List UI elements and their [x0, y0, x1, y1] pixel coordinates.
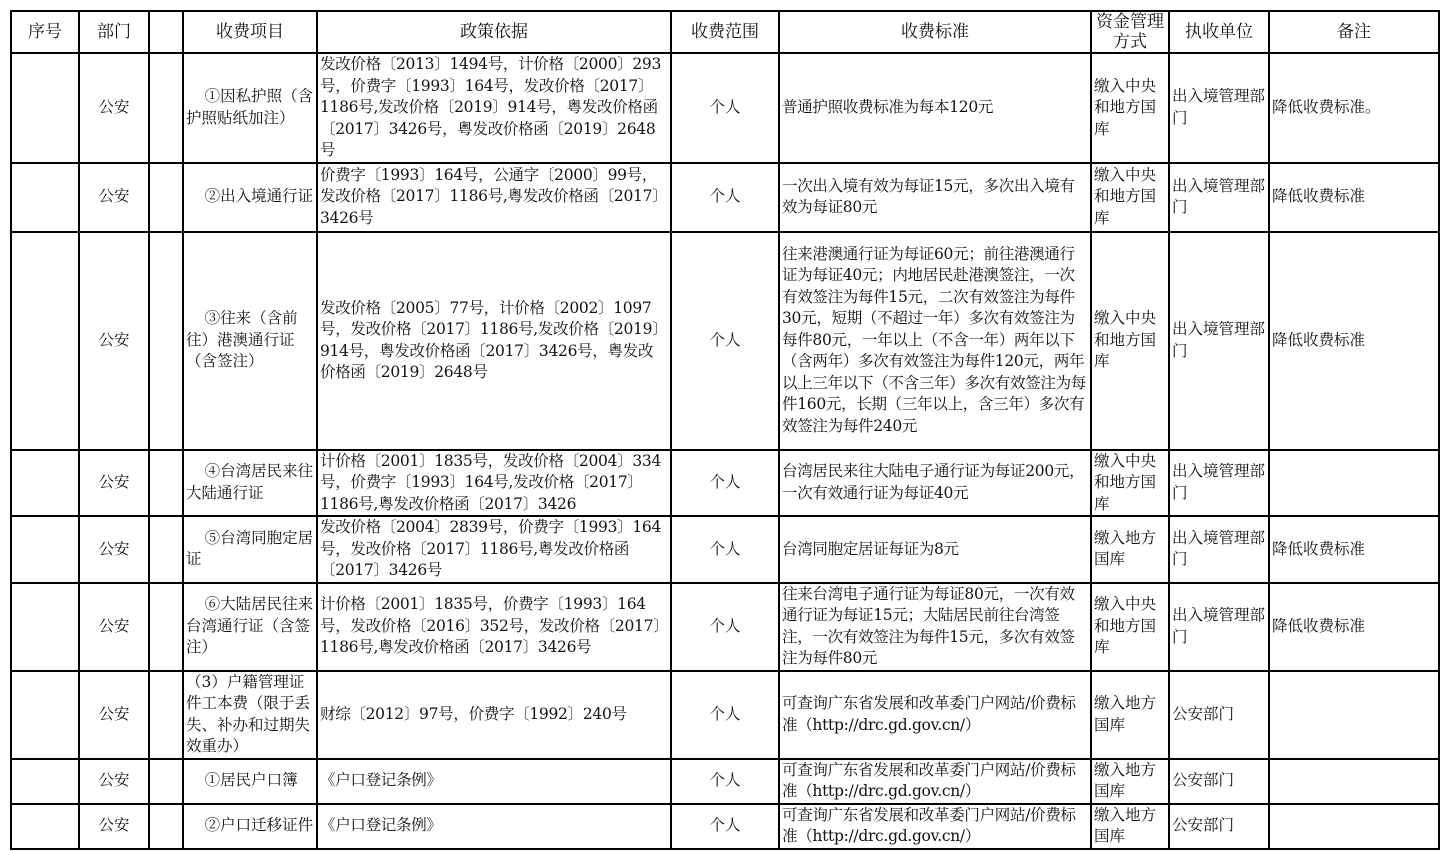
table-row: [11, 232, 1439, 450]
cell-blank: [149, 516, 183, 583]
cell-seq: [11, 804, 79, 849]
cell-collector: 出入境管理部门: [1169, 232, 1269, 450]
header-dept: 部门: [79, 11, 149, 53]
header-fund-mgmt: 资金管理方式: [1091, 11, 1169, 53]
cell-dept: 公安: [79, 450, 149, 517]
cell-remark: [1269, 804, 1439, 849]
header-collector: 执收单位: [1169, 11, 1269, 53]
cell-collector: 出入境管理部门: [1169, 516, 1269, 583]
cell-collector: 公安部门: [1169, 759, 1269, 804]
cell-remark: [1269, 671, 1439, 759]
cell-standard: 台湾居民来往大陆电子通行证为每证200元，一次有效通行证为每证40元: [779, 450, 1091, 517]
cell-item: ②户口迁移证件: [183, 804, 317, 849]
cell-dept: 公安: [79, 583, 149, 671]
cell-standard: 普通护照收费标准为每本120元: [779, 53, 1091, 163]
cell-remark: [1269, 450, 1439, 517]
cell-seq: [11, 232, 79, 450]
cell-seq: [11, 163, 79, 232]
cell-standard: 台湾同胞定居证每证为8元: [779, 516, 1091, 583]
cell-blank: [149, 163, 183, 232]
cell-seq: [11, 583, 79, 671]
cell-blank: [149, 804, 183, 849]
cell-fund-mgmt: 缴入地方国库: [1091, 759, 1169, 804]
cell-basis: 发改价格〔2013〕1494号，计价格〔2000〕293号，价费字〔1993〕164号，发改价格〔2017〕1186号,发改价格〔2019〕914号，粤发改价格函〔2017〕3426号，粤发改价格函〔2019〕2648号: [317, 53, 671, 163]
cell-basis: 发改价格〔2005〕77号，计价格〔2002〕1097号，发改价格〔2017〕1186号,发改价格〔2019〕914号，粤发改价格函〔2017〕3426号，粤发改价格函〔2019〕2648号: [317, 232, 671, 450]
cell-standard: 可查询广东省发展和改革委门户网站/价费标准（http://drc.gd.gov.cn/）: [779, 671, 1091, 759]
header-basis: 政策依据: [317, 11, 671, 53]
cell-fund-mgmt: 缴入中央和地方国库: [1091, 583, 1169, 671]
cell-seq: [11, 53, 79, 163]
cell-basis: 价费字〔1993〕164号，公通字〔2000〕99号，发改价格〔2017〕1186号,粤发改价格函〔2017〕3426号: [317, 163, 671, 232]
cell-blank: [149, 759, 183, 804]
cell-seq: [11, 671, 79, 759]
cell-item: ④台湾居民来往大陆通行证: [183, 450, 317, 517]
cell-scope: 个人: [671, 163, 779, 232]
cell-remark: 降低收费标准: [1269, 516, 1439, 583]
cell-item: ①居民户口簿: [183, 759, 317, 804]
cell-basis: 发改价格〔2004〕2839号，价费字〔1993〕164号，发改价格〔2017〕1186号,粤发改价格函〔2017〕3426号: [317, 516, 671, 583]
cell-blank: [149, 53, 183, 163]
cell-blank: [149, 671, 183, 759]
cell-collector: 出入境管理部门: [1169, 583, 1269, 671]
cell-standard: 可查询广东省发展和改革委门户网站/价费标准（http://drc.gd.gov.cn/）: [779, 804, 1091, 849]
cell-fund-mgmt: 缴入地方国库: [1091, 671, 1169, 759]
cell-dept: 公安: [79, 759, 149, 804]
table-row: [11, 450, 1439, 517]
cell-dept: 公安: [79, 163, 149, 232]
cell-basis: 财综〔2012〕97号，价费字〔1992〕240号: [317, 671, 671, 759]
cell-item: ②出入境通行证: [183, 163, 317, 232]
cell-seq: [11, 516, 79, 583]
cell-collector: 公安部门: [1169, 671, 1269, 759]
cell-item: ⑤台湾同胞定居证: [183, 516, 317, 583]
cell-scope: 个人: [671, 53, 779, 163]
cell-item: ①因私护照（含护照贴纸加注）: [183, 53, 317, 163]
cell-collector: 出入境管理部门: [1169, 450, 1269, 517]
header-scope: 收费范围: [671, 11, 779, 53]
table-row: [11, 804, 1439, 849]
header-standard: 收费标准: [779, 11, 1091, 53]
cell-fund-mgmt: 缴入地方国库: [1091, 516, 1169, 583]
cell-blank: [149, 450, 183, 517]
cell-remark: 降低收费标准: [1269, 583, 1439, 671]
cell-dept: 公安: [79, 804, 149, 849]
header-blank: [149, 11, 183, 53]
header-row: [11, 11, 1439, 53]
cell-item: ③往来（含前往）港澳通行证（含签注）: [183, 232, 317, 450]
table-row: [11, 759, 1439, 804]
table-row: [11, 583, 1439, 671]
cell-scope: 个人: [671, 516, 779, 583]
cell-item: ⑥大陆居民往来台湾通行证（含签注）: [183, 583, 317, 671]
cell-remark: [1269, 759, 1439, 804]
cell-collector: 公安部门: [1169, 804, 1269, 849]
cell-blank: [149, 232, 183, 450]
cell-fund-mgmt: 缴入地方国库: [1091, 804, 1169, 849]
header-item: 收费项目: [183, 11, 317, 53]
header-seq: 序号: [11, 11, 79, 53]
cell-standard: 可查询广东省发展和改革委门户网站/价费标准（http://drc.gd.gov.cn/）: [779, 759, 1091, 804]
table-row: [11, 516, 1439, 583]
cell-remark: 降低收费标准: [1269, 163, 1439, 232]
cell-scope: 个人: [671, 671, 779, 759]
cell-collector: 出入境管理部门: [1169, 53, 1269, 163]
cell-scope: 个人: [671, 232, 779, 450]
cell-fund-mgmt: 缴入中央和地方国库: [1091, 232, 1169, 450]
cell-remark: 降低收费标准。: [1269, 53, 1439, 163]
header-remark: 备注: [1269, 11, 1439, 53]
cell-scope: 个人: [671, 759, 779, 804]
cell-basis: 《户口登记条例》: [317, 804, 671, 849]
cell-seq: [11, 450, 79, 517]
cell-standard: 一次出入境有效为每证15元，多次出入境有效为每证80元: [779, 163, 1091, 232]
cell-item: （3）户籍管理证件工本费（限于丢失、补办和过期失效重办）: [183, 671, 317, 759]
cell-blank: [149, 583, 183, 671]
cell-dept: 公安: [79, 516, 149, 583]
cell-dept: 公安: [79, 53, 149, 163]
table-row: [11, 53, 1439, 163]
cell-collector: 出入境管理部门: [1169, 163, 1269, 232]
cell-scope: 个人: [671, 804, 779, 849]
cell-basis: 计价格〔2001〕1835号，发改价格〔2004〕334号，价费字〔1993〕164号,发改价格〔2017〕1186号,粤发改价格函〔2017〕3426: [317, 450, 671, 517]
cell-dept: 公安: [79, 671, 149, 759]
cell-scope: 个人: [671, 450, 779, 517]
table-row: [11, 163, 1439, 232]
cell-standard: 往来台湾电子通行证为每证80元，一次有效通行证为每证15元；大陆居民前往台湾签注，一次有效签注为每件15元，多次有效签注为每件80元: [779, 583, 1091, 671]
cell-scope: 个人: [671, 583, 779, 671]
cell-fund-mgmt: 缴入中央和地方国库: [1091, 450, 1169, 517]
fee-table: [10, 10, 1440, 850]
cell-seq: [11, 759, 79, 804]
cell-basis: 《户口登记条例》: [317, 759, 671, 804]
cell-fund-mgmt: 缴入中央和地方国库: [1091, 163, 1169, 232]
cell-remark: 降低收费标准: [1269, 232, 1439, 450]
cell-dept: 公安: [79, 232, 149, 450]
cell-standard: 往来港澳通行证为每证60元；前往港澳通行证为每证40元；内地居民赴港澳签注，一次有效签注为每件15元，二次有效签注为每件30元，短期（不超过一年）多次有效签注为每件80元，一年以上（不含一年）两年以下（含两年）多次有效签注为每件120元，两年以上三年以下（不含三年）多次有效签注为每件160元，长期（三年以上，含三年）多次有效签注为每件240元: [779, 232, 1091, 450]
cell-fund-mgmt: 缴入中央和地方国库: [1091, 53, 1169, 163]
table-row: [11, 671, 1439, 759]
cell-basis: 计价格〔2001〕1835号，价费字〔1993〕164号，发改价格〔2016〕352号，发改价格〔2017〕1186号,粤发改价格函〔2017〕3426号: [317, 583, 671, 671]
